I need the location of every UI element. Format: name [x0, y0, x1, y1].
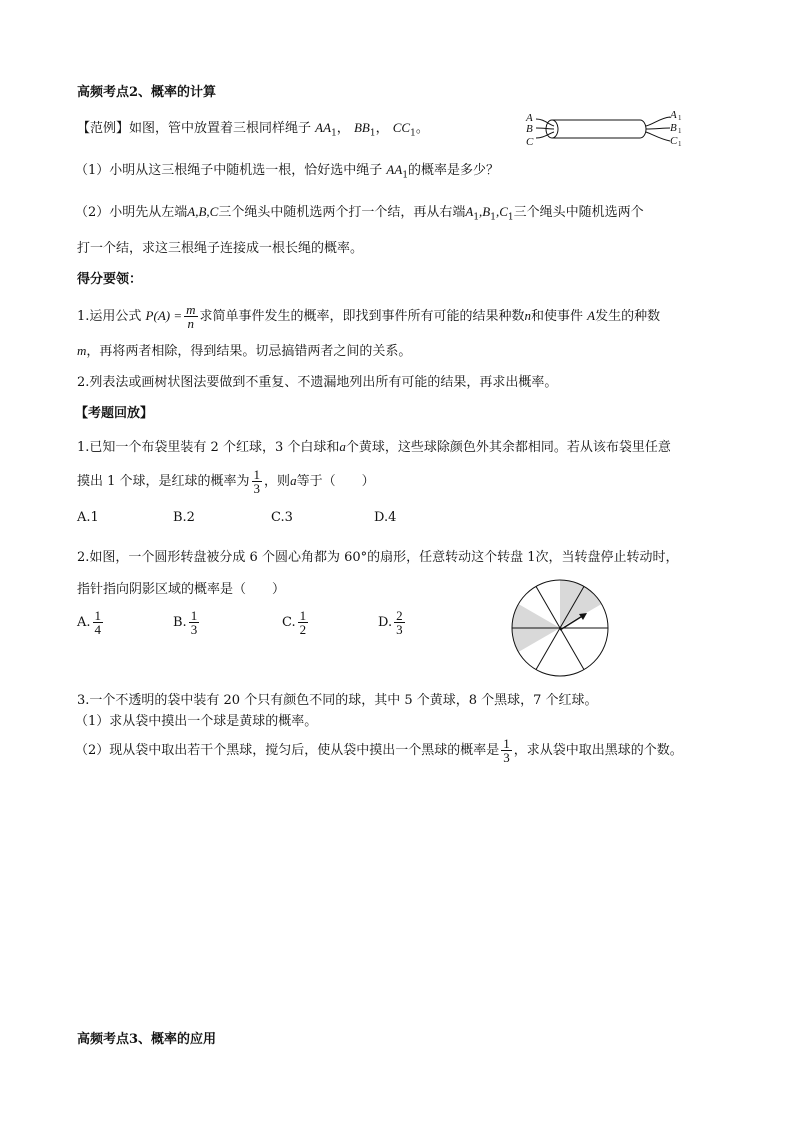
kp1-text: 和使事件 [531, 309, 584, 324]
frac-num: 1 [253, 467, 261, 482]
opt-label: C. [282, 615, 296, 630]
var-a: a [290, 473, 297, 488]
kp1-text: ，再将两者相除，得到结果。切忌搞错两者之间的关系。 [86, 344, 412, 359]
p1-option-d: D.4 [374, 510, 397, 525]
opt-label: B. [173, 615, 187, 630]
tube-label-b1: B [670, 122, 677, 134]
tube-label-c: C [526, 136, 534, 148]
review-title: 【考题回放】 [75, 406, 154, 421]
right-end-a: A [465, 204, 474, 219]
tube-label-c1: C [670, 135, 678, 147]
p2-option-b [173, 609, 201, 636]
rope-aa1: AA [386, 162, 403, 177]
p1-text: ，则 [264, 474, 291, 489]
opt-label: A. [77, 615, 91, 630]
tube-figure [522, 108, 692, 152]
problem-3-q1: （1）求从袋中摸出一个球是黄球的概率。 [75, 714, 318, 729]
sub: 1 [507, 212, 514, 223]
tube-label-a1: A [670, 109, 677, 121]
end-mark: 。 [415, 121, 429, 136]
example-q2-line2: 打一个结，求这三根绳子连接成一根长绳的概率。 [77, 241, 364, 256]
sub: 1 [410, 128, 416, 139]
problem-1-line2 [77, 468, 375, 495]
sub: 1 [490, 212, 496, 223]
example-prefix: 【范例】 [77, 121, 130, 136]
rope-cc1: CC [392, 120, 411, 135]
frac-num: 2 [396, 608, 403, 623]
var-n: n [524, 308, 532, 323]
tube-sub: 1 [678, 114, 682, 122]
p1-text: 1.已知一个布袋里装有 2 个红球，3 个白球和 [77, 440, 340, 455]
opt-label: D. [378, 615, 393, 630]
section-title-2: 高频考点2、概率的计算 [77, 85, 217, 100]
sub: 1 [331, 128, 337, 139]
p1-text: 等于（ ） [296, 474, 375, 489]
p1-text: 摸出 1 个球，是红球的概率为 [77, 474, 250, 489]
opt-frac [189, 609, 200, 636]
q2-text: 三个绳头中随机选两个 [513, 205, 644, 220]
right-end-c: ,C [495, 204, 508, 219]
rope-aa1: AA [315, 120, 332, 135]
right-end-b: ,B [479, 204, 491, 219]
kp1-text: 求简单事件发生的概率，即找到事件所有可能的结果种数 [199, 309, 525, 324]
example-q1 [75, 161, 499, 185]
frac-den: 3 [253, 481, 261, 496]
key-point-1 [77, 303, 660, 330]
formula: P(A) = [145, 308, 183, 323]
kp1-text: 1.运用公式 [77, 309, 142, 324]
p1-text: 个黄球，这些球除颜色外其余都相同。若从该布袋里任意 [345, 440, 671, 455]
opt-frac [394, 609, 405, 636]
problem-2-line1: 2.如图，一个圆形转盘被分成 6 个圆心角都为 60°的扇形，任意转动这个转盘 1次，当转盘停止转动时， [77, 550, 679, 565]
fraction-1-3 [252, 468, 263, 495]
q1-text: （1）小明从这三根绳子中随机选一根，恰好选中绳子 [75, 163, 383, 178]
problem-1-line1 [77, 438, 671, 457]
fraction-m-n [184, 303, 197, 330]
example-text: 如图，管中放置着三根同样绳子 [129, 121, 312, 136]
p3-text: （2）现从袋中取出若干个黑球，搅匀后，使从袋中摸出一个黑球的概率是 [75, 743, 500, 758]
sub: 1 [402, 170, 409, 181]
frac-den: n [187, 316, 195, 331]
frac-num: 1 [190, 608, 198, 623]
opt-frac [93, 609, 104, 636]
key-points-title: 得分要领： [77, 272, 143, 287]
fraction-1-3 [501, 737, 512, 764]
frac-den: 4 [94, 622, 102, 637]
frac-den: 3 [190, 622, 198, 637]
var-m: m [77, 343, 87, 358]
frac-den: 2 [299, 622, 307, 637]
frac-num: 1 [299, 608, 307, 623]
p2-option-c [282, 609, 310, 636]
var-a: a [339, 439, 346, 454]
left-ends: A,B,C [187, 204, 219, 219]
problem-2-line2: 指针指向阴影区域的概率是（ ） [77, 582, 286, 597]
key-point-1-cont [77, 342, 411, 361]
p1-option-a: A.1 [77, 510, 99, 525]
q2-text: （2）小明先从左端 [75, 205, 188, 220]
sub: 1 [473, 212, 480, 223]
frac-den: 3 [503, 750, 510, 765]
p3-text: ，求从袋中取出黑球的个数。 [513, 743, 683, 758]
sep: ， [375, 121, 389, 136]
opt-frac [298, 609, 309, 636]
shaded-sector [560, 580, 602, 628]
frac-num: m [186, 302, 196, 317]
p2-option-d [378, 609, 407, 636]
frac-num: 1 [94, 608, 102, 623]
kp1-text: 发生的种数 [595, 309, 661, 324]
section-title-3: 高频考点3、概率的应用 [77, 1032, 217, 1047]
p1-option-b: B.2 [173, 510, 195, 525]
tube-label-b: B [526, 123, 533, 135]
example-line [77, 119, 429, 143]
p2-option-a [77, 609, 105, 636]
problem-3-line1: 3.一个不透明的袋中装有 20 个只有颜色不同的球，其中 5 个黄球，8 个黑球，7 个红球。 [77, 693, 598, 708]
var-a: A [587, 308, 596, 323]
spinner-figure [510, 578, 610, 678]
example-q2-line1 [75, 203, 644, 227]
tube-sub: 1 [678, 127, 682, 135]
frac-num: 1 [503, 736, 510, 751]
rope-bb1: BB [353, 120, 370, 135]
key-point-2: 2.列表法或画树状图法要做到不重复、不遗漏地列出所有可能的结果，再求出概率。 [77, 375, 558, 390]
p1-option-c: C.3 [271, 510, 293, 525]
sub: 1 [369, 128, 376, 139]
frac-den: 3 [396, 622, 403, 637]
tube-sub: 1 [678, 140, 682, 148]
sep: ， [336, 121, 350, 136]
q1-text-end: 的概率是多少？ [408, 163, 500, 178]
problem-3-q2 [75, 737, 683, 764]
q2-text: 三个绳头中随机选两个打一个结，再从右端 [218, 205, 466, 220]
tube-label-a: A [526, 112, 533, 124]
